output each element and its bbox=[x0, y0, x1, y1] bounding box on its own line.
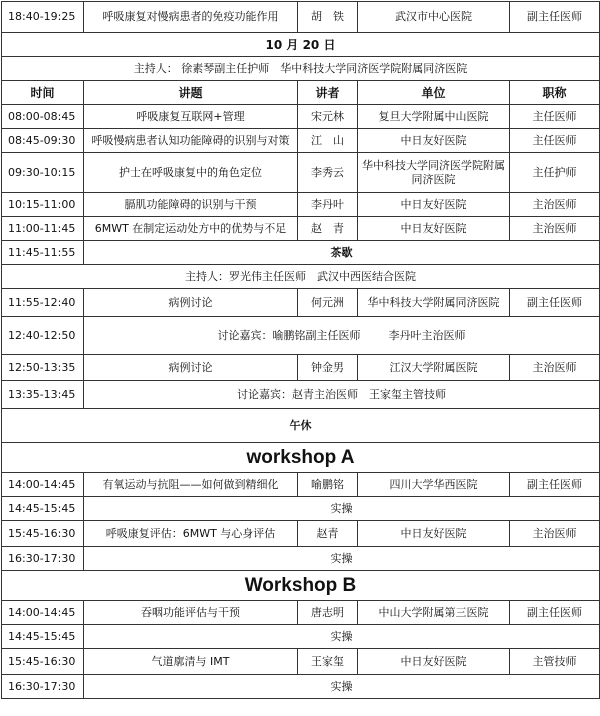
title-cell: 主治医师 bbox=[510, 193, 600, 217]
table-row bbox=[2, 193, 600, 217]
table-row bbox=[2, 547, 600, 571]
unit-cell: 江汉大学附属医院 bbox=[358, 355, 510, 381]
host-row bbox=[2, 265, 600, 289]
discussion-guests bbox=[84, 317, 600, 355]
lunch-label: 午休 bbox=[2, 409, 600, 443]
time-cell: 12:50-13:35 bbox=[2, 355, 84, 381]
guest-label: 讨论嘉宾：喻鹏铭副主任医师 bbox=[217, 328, 361, 342]
table-row bbox=[2, 105, 600, 129]
table-row bbox=[2, 289, 600, 317]
header-time: 时间 bbox=[2, 81, 84, 105]
time-cell: 11:00-11:45 bbox=[2, 217, 84, 241]
title-cell: 主治医师 bbox=[510, 355, 600, 381]
time-cell: 13:35-13:45 bbox=[2, 381, 84, 409]
speaker-cell: 唐志明 bbox=[298, 601, 358, 625]
discussion-guests: 讨论嘉宾：赵青主治医师 王家玺主管技师 bbox=[84, 381, 600, 409]
speaker-cell: 何元洲 bbox=[298, 289, 358, 317]
practice-cell: 实操 bbox=[84, 675, 600, 699]
speaker-cell: 赵青 bbox=[298, 521, 358, 547]
time-cell: 11:55-12:40 bbox=[2, 289, 84, 317]
speaker-cell: 胡 铁 bbox=[298, 2, 358, 33]
time-cell: 12:40-12:50 bbox=[2, 317, 84, 355]
table-row bbox=[2, 129, 600, 153]
time-cell: 15:45-16:30 bbox=[2, 521, 84, 547]
host-text: 主持人：罗光伟主任医师 武汉中西医结合医院 bbox=[2, 265, 600, 289]
workshop-a-heading-row bbox=[2, 443, 600, 473]
time-cell: 16:30-17:30 bbox=[2, 547, 84, 571]
unit-cell: 华中科技大学附属同济医院 bbox=[358, 289, 510, 317]
workshop-b-title: Workshop B bbox=[2, 571, 600, 601]
unit-cell: 四川大学华西医院 bbox=[358, 473, 510, 497]
speaker-cell: 李丹叶 bbox=[298, 193, 358, 217]
header-speaker: 讲者 bbox=[298, 81, 358, 105]
topic-cell: 呼吸康复评估：6MWT 与心身评估 bbox=[84, 521, 298, 547]
speaker-cell: 喻鹏铭 bbox=[298, 473, 358, 497]
speaker-cell: 钟金男 bbox=[298, 355, 358, 381]
speaker-cell: 赵 青 bbox=[298, 217, 358, 241]
topic-cell: 呼吸康复对慢病患者的免疫功能作用 bbox=[84, 2, 298, 33]
topic-cell: 有氧运动与抗阻——如何做到精细化 bbox=[84, 473, 298, 497]
table-row bbox=[2, 601, 600, 625]
unit-cell: 武汉市中心医院 bbox=[358, 2, 510, 33]
topic-cell: 呼吸康复互联网+管理 bbox=[84, 105, 298, 129]
practice-cell: 实操 bbox=[84, 497, 600, 521]
unit-cell: 中山大学附属第三医院 bbox=[358, 601, 510, 625]
topic-cell: 吞咽功能评估与干预 bbox=[84, 601, 298, 625]
unit-cell: 中日友好医院 bbox=[358, 521, 510, 547]
host-row bbox=[2, 57, 600, 81]
topic-cell: 6MWT 在制定运动处方中的优势与不足 bbox=[84, 217, 298, 241]
unit-cell: 中日友好医院 bbox=[358, 129, 510, 153]
topic-cell: 病例讨论 bbox=[84, 355, 298, 381]
workshop-a-title: workshop A bbox=[2, 443, 600, 473]
speaker-cell: 李秀云 bbox=[298, 153, 358, 193]
practice-cell: 实操 bbox=[84, 547, 600, 571]
title-cell: 主治医师 bbox=[510, 217, 600, 241]
table-row bbox=[2, 2, 600, 33]
title-cell: 副主任医师 bbox=[510, 289, 600, 317]
topic-cell: 护士在呼吸康复中的角色定位 bbox=[84, 153, 298, 193]
title-cell: 主治医师 bbox=[510, 521, 600, 547]
table-row bbox=[2, 649, 600, 675]
unit-cell: 中日友好医院 bbox=[358, 193, 510, 217]
topic-cell: 呼吸慢病患者认知功能障碍的识别与对策 bbox=[84, 129, 298, 153]
time-cell: 14:00-14:45 bbox=[2, 601, 84, 625]
title-cell: 主任医师 bbox=[510, 129, 600, 153]
header-topic: 讲题 bbox=[84, 81, 298, 105]
unit-cell: 复旦大学附属中山医院 bbox=[358, 105, 510, 129]
tea-break-label: 茶歇 bbox=[84, 241, 600, 265]
table-row bbox=[2, 355, 600, 381]
host-text: 主持人： 徐素琴副主任护师 华中科技大学同济医学院附属同济医院 bbox=[2, 57, 600, 81]
guest-name: 李丹叶主治医师 bbox=[388, 328, 466, 342]
table-row bbox=[2, 521, 600, 547]
discussion-row bbox=[2, 317, 600, 355]
date-heading: 10 月 20 日 bbox=[2, 33, 600, 57]
lunch-row bbox=[2, 409, 600, 443]
header-row bbox=[2, 81, 600, 105]
tea-break-row bbox=[2, 241, 600, 265]
title-cell: 主任医师 bbox=[510, 105, 600, 129]
title-cell: 副主任医师 bbox=[510, 473, 600, 497]
topic-cell: 膈肌功能障碍的识别与干预 bbox=[84, 193, 298, 217]
title-cell: 主管技师 bbox=[510, 649, 600, 675]
time-cell: 16:30-17:30 bbox=[2, 675, 84, 699]
unit-cell: 中日友好医院 bbox=[358, 217, 510, 241]
time-cell: 18:40-19:25 bbox=[2, 2, 84, 33]
table-row bbox=[2, 153, 600, 193]
speaker-cell: 宋元林 bbox=[298, 105, 358, 129]
table-row bbox=[2, 473, 600, 497]
table-row bbox=[2, 497, 600, 521]
title-cell: 主任护师 bbox=[510, 153, 600, 193]
header-unit: 单位 bbox=[358, 81, 510, 105]
unit-cell: 华中科技大学同济医学院附属同济医院 bbox=[358, 153, 510, 193]
time-cell: 09:30-10:15 bbox=[2, 153, 84, 193]
topic-cell: 气道廓清与 IMT bbox=[84, 649, 298, 675]
table-row bbox=[2, 217, 600, 241]
workshop-b-heading-row bbox=[2, 571, 600, 601]
practice-cell: 实操 bbox=[84, 625, 600, 649]
time-cell: 11:45-11:55 bbox=[2, 241, 84, 265]
time-cell: 14:45-15:45 bbox=[2, 497, 84, 521]
speaker-cell: 王家玺 bbox=[298, 649, 358, 675]
topic-cell: 病例讨论 bbox=[84, 289, 298, 317]
time-cell: 15:45-16:30 bbox=[2, 649, 84, 675]
title-cell: 副主任医师 bbox=[510, 601, 600, 625]
time-cell: 08:45-09:30 bbox=[2, 129, 84, 153]
discussion-row bbox=[2, 381, 600, 409]
time-cell: 14:00-14:45 bbox=[2, 473, 84, 497]
date-row bbox=[2, 33, 600, 57]
speaker-cell: 江 山 bbox=[298, 129, 358, 153]
unit-cell: 中日友好医院 bbox=[358, 649, 510, 675]
title-cell: 副主任医师 bbox=[510, 2, 600, 33]
schedule-table bbox=[1, 1, 600, 699]
time-cell: 08:00-08:45 bbox=[2, 105, 84, 129]
table-row bbox=[2, 675, 600, 699]
header-title: 职称 bbox=[510, 81, 600, 105]
time-cell: 10:15-11:00 bbox=[2, 193, 84, 217]
time-cell: 14:45-15:45 bbox=[2, 625, 84, 649]
table-row bbox=[2, 625, 600, 649]
